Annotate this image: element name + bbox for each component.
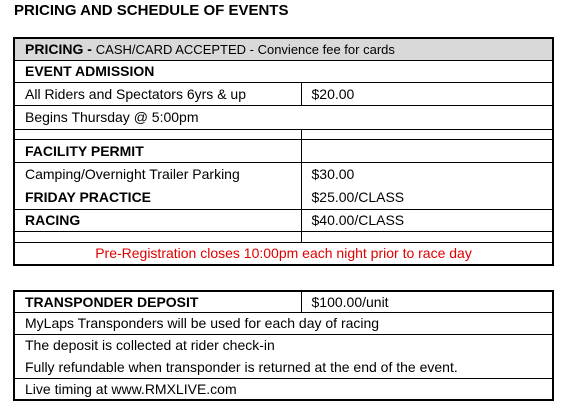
camping-label: Camping/Overnight Trailer Parking bbox=[14, 162, 301, 186]
spacer-row bbox=[14, 129, 553, 139]
pricing-note: CASH/CARD ACCEPTED - Convience fee for cards bbox=[95, 42, 395, 58]
transponder-table bbox=[13, 290, 554, 401]
facility-row bbox=[14, 139, 553, 162]
transponder-row bbox=[14, 291, 553, 312]
camping-price: $30.00 bbox=[301, 162, 553, 186]
practice-price: $25.00/CLASS bbox=[301, 186, 553, 209]
pricing-label: PRICING - bbox=[25, 41, 92, 58]
event-admission-heading: EVENT ADMISSION bbox=[14, 60, 553, 82]
practice-row bbox=[14, 186, 553, 209]
transponder-line-row bbox=[14, 378, 553, 400]
transponder-line-3: Fully refundable when transponder is returned at the end of the event. bbox=[14, 356, 553, 378]
admission-price-row bbox=[14, 82, 553, 105]
page-title: PRICING AND SCHEDULE OF EVENTS bbox=[14, 2, 289, 19]
transponder-line-2: The deposit is collected at rider check-in bbox=[14, 334, 553, 356]
racing-row bbox=[14, 209, 553, 231]
facility-heading: FACILITY PERMIT bbox=[14, 139, 301, 162]
racing-price: $40.00/CLASS bbox=[301, 209, 553, 231]
transponder-line-1: MyLaps Transponders will be used for each day of racing bbox=[14, 312, 553, 334]
admission-label: All Riders and Spectators 6yrs & up bbox=[14, 82, 301, 105]
transponder-line-row bbox=[14, 356, 553, 378]
pricing-header-row bbox=[14, 38, 553, 60]
begins-row bbox=[14, 105, 553, 129]
transponder-line-row bbox=[14, 312, 553, 334]
transponder-line-4: Live timing at www.RMXLIVE.com bbox=[14, 378, 553, 400]
preregistration-notice: Pre-Registration closes 10:00pm each night prior to race day bbox=[14, 242, 553, 265]
spacer-cell bbox=[301, 129, 553, 139]
pricing-header-cell bbox=[14, 38, 553, 60]
event-admission-row bbox=[14, 60, 553, 82]
facility-empty-cell bbox=[301, 139, 553, 162]
admission-price: $20.00 bbox=[301, 82, 553, 105]
spacer-cell bbox=[301, 231, 553, 242]
racing-label: RACING bbox=[14, 209, 301, 231]
pricing-table bbox=[13, 37, 554, 266]
spacer-cell bbox=[14, 231, 301, 242]
practice-label: FRIDAY PRACTICE bbox=[14, 186, 301, 209]
camping-row bbox=[14, 162, 553, 186]
spacer-row bbox=[14, 231, 553, 242]
spacer-cell bbox=[14, 129, 301, 139]
transponder-heading: TRANSPONDER DEPOSIT bbox=[14, 291, 301, 312]
transponder-line-row bbox=[14, 334, 553, 356]
transponder-price: $100.00/unit bbox=[301, 291, 553, 312]
begins-text: Begins Thursday @ 5:00pm bbox=[14, 105, 553, 129]
preregistration-row bbox=[14, 242, 553, 265]
